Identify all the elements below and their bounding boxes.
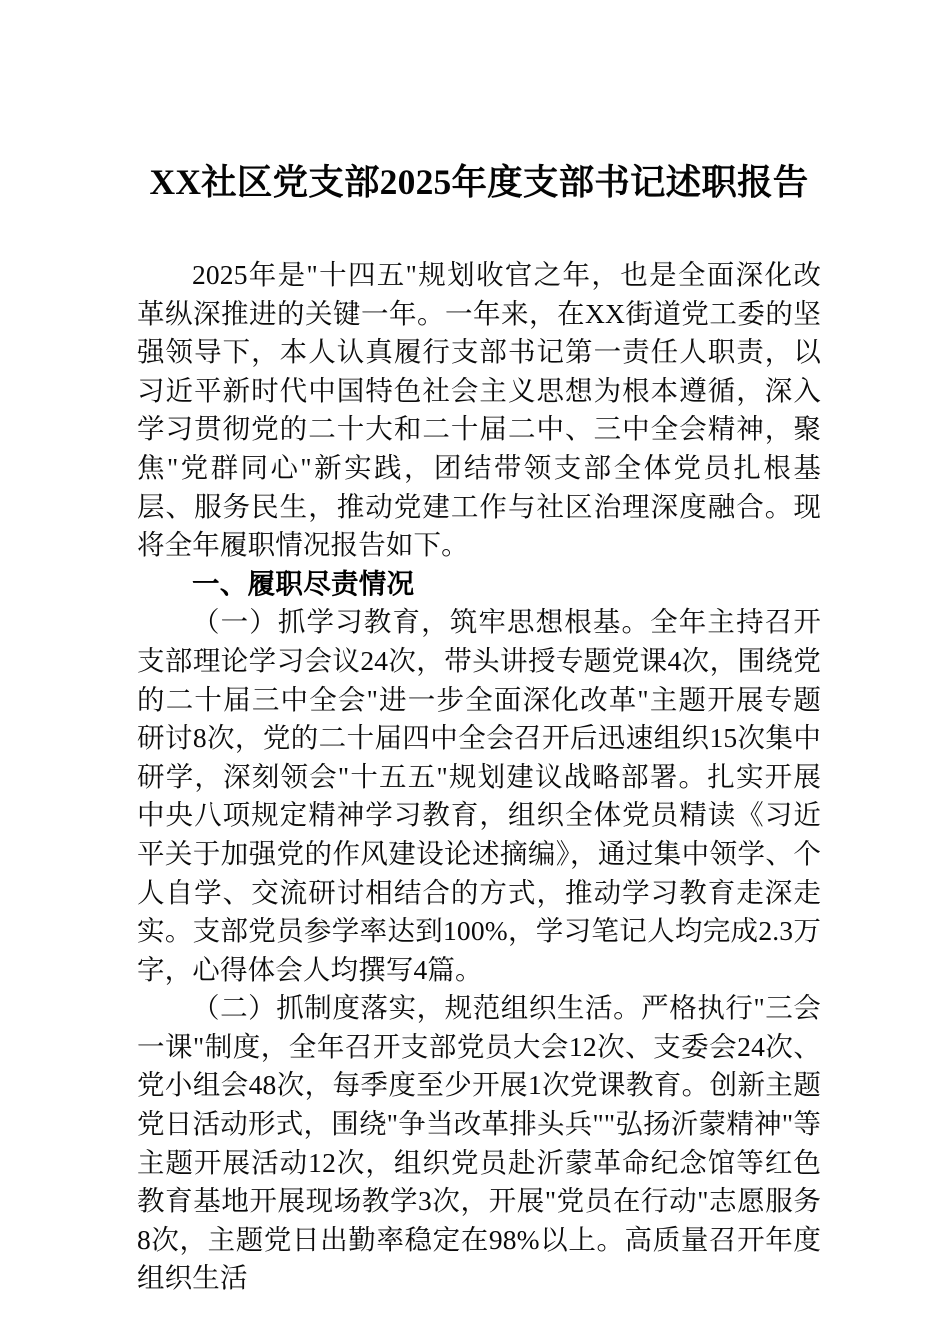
paragraph-intro: 2025年是"十四五"规划收官之年，也是全面深化改革纵深推进的关键一年。一年来，在XX街道党工委的坚强领导下，本人认真履行支部书记第一责任人职责，以习近平新时代中国特色社会主义思想为根本遵循，深入学习贯彻党的二十大和二十届二中、三中全会精神，聚焦"党群同心"新实践，团结带领支部全体党员扎根基层、服务民生，推动党建工作与社区治理深度融合。现将全年履职情况报告如下。 xyxy=(137,259,821,561)
section-heading-1: 一、履职尽责情况 xyxy=(192,567,415,599)
document-body xyxy=(137,0,821,1298)
paragraph-item-1: （一）抓学习教育，筑牢思想根基。全年主持召开支部理论学习会议24次，带头讲授专题党课4次，围绕党的二十届三中全会"进一步全面深化改革"主题开展专题研讨8次，党的二十届四中全会召开后迅速组织15次集中研学，深刻领会"十五五"规划建议战略部署。扎实开展中央八项规定精神学习教育，组织全体党员精读《习近平关于加强党的作风建设论述摘编》，通过集中领学、个人自学、交流研讨相结合的方式，推动学习教育走深走实。支部党员参学率达到100%，学习笔记人均完成2.3万字，心得体会人均撰写4篇。 xyxy=(137,606,821,985)
document-title: XX社区党支部2025年度支部书记述职报告 xyxy=(149,162,809,202)
paragraph-item-2: （二）抓制度落实，规范组织生活。严格执行"三会一课"制度，全年召开支部党员大会12次、支委会24次、党小组会48次，每季度至少开展1次党课教育。创新主题党日活动形式，围绕"争当改革排头兵""弘扬沂蒙精神"等主题开展活动12次，组织党员赴沂蒙革命纪念馆等红色教育基地开展现场教学3次，开展"党员在行动"志愿服务8次，主题党日出勤率稳定在98%以上。高质量召开年度组织生活 xyxy=(137,992,821,1294)
